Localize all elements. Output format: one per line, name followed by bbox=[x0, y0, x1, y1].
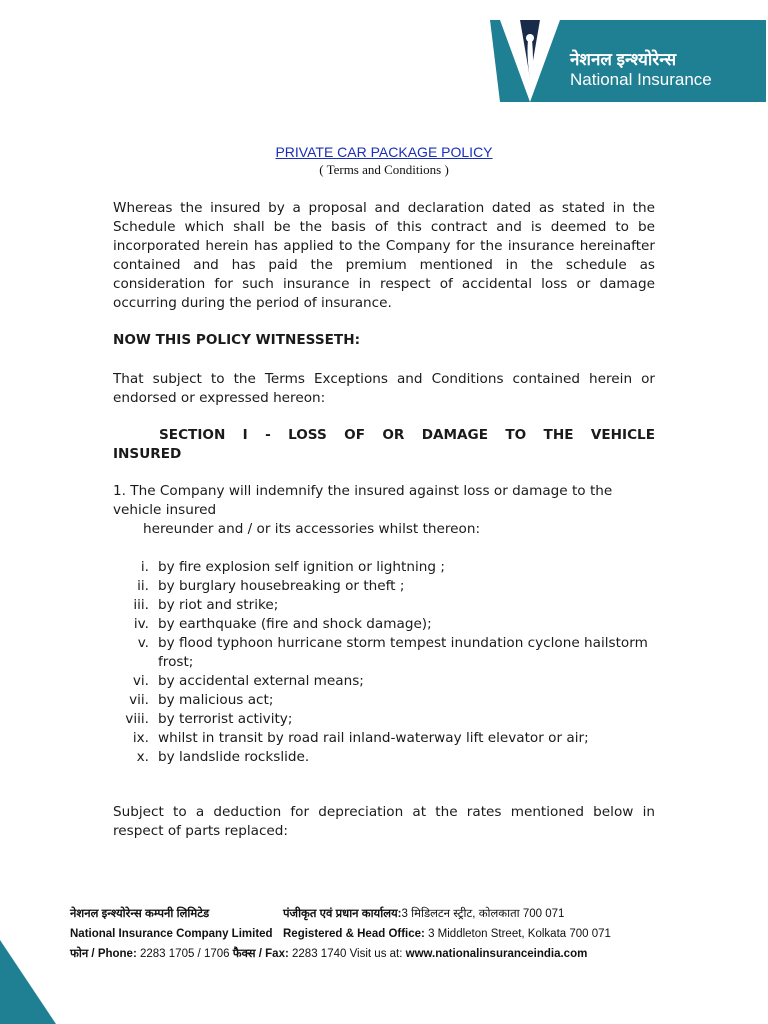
section-heading-line1: SECTION I - LOSS OF OR DAMAGE TO THE VEHICLE bbox=[159, 427, 655, 443]
list-item: vii. by malicious act; bbox=[129, 692, 274, 708]
section-heading bbox=[113, 426, 655, 464]
footer-office-address-hindi: 3 मिडिलटन स्ट्रीट, कोलकाता 700 071 bbox=[401, 908, 565, 920]
footer-fax-label: फैक्स / Fax: bbox=[232, 948, 289, 960]
clause-1-continuation: hereunder and / or its accessories whilst thereon: bbox=[143, 521, 481, 537]
clause-1-text: 1. The Company will indemnify the insured against loss or damage to the vehicle insured bbox=[113, 483, 613, 518]
list-item: v. by flood typhoon hurricane storm tempest inundation cyclone hailstorm frost; bbox=[137, 635, 648, 670]
page-subtitle: ( Terms and Conditions ) bbox=[319, 162, 449, 177]
footer-company-english: National Insurance Company Limited bbox=[70, 928, 273, 940]
clause-1 bbox=[113, 482, 655, 539]
logo-name-english: National Insurance bbox=[570, 70, 712, 89]
footer-office-label: Registered & Head Office: bbox=[283, 928, 425, 940]
list-item: viii. by terrorist activity; bbox=[125, 711, 293, 727]
list-item: ii. by burglary housebreaking or theft ; bbox=[137, 578, 405, 594]
footer-phone-label: फोन / Phone: bbox=[70, 948, 137, 960]
company-footer bbox=[70, 904, 611, 964]
title-block bbox=[0, 143, 768, 178]
subject-to-paragraph: That subject to the Terms Exceptions and Conditions contained herein or endorsed or expressed hereon: bbox=[113, 371, 655, 406]
list-item: iv. by earthquake (fire and shock damage); bbox=[133, 616, 432, 632]
list-item: iii. by riot and strike; bbox=[133, 597, 279, 613]
footer-website-link[interactable]: www.nationalinsuranceindia.com bbox=[405, 948, 588, 960]
footer-visit-label: Visit us at: bbox=[349, 948, 403, 960]
perils-list bbox=[113, 558, 655, 767]
preamble-paragraph: Whereas the insured by a proposal and declaration dated as stated in the Schedule which shall be the basis of this contract and is deemed to be incorporated herein has applied to the Company for the insurance hereinafter contained and has paid the premium mentioned in the schedule as consideration for such insurance in respect of accidental loss or damage occurring during the period of insurance. bbox=[113, 200, 655, 311]
depreciation-paragraph: Subject to a deduction for depreciation at the rates mentioned below in respect of parts replaced: bbox=[113, 804, 655, 839]
logo-name-hindi: नेशनल इन्श्योरेन्स bbox=[570, 50, 677, 69]
list-item: vi. by accidental external means; bbox=[132, 673, 364, 689]
footer-office-label-hindi: पंजीकृत एवं प्रधान कार्यालय: bbox=[283, 908, 402, 920]
witnesseth-heading: NOW THIS POLICY WITNESSETH: bbox=[113, 332, 361, 348]
footer-office-address: 3 Middleton Street, Kolkata 700 071 bbox=[428, 928, 611, 940]
page-title: PRIVATE CAR PACKAGE POLICY bbox=[275, 144, 493, 160]
list-item: ix. whilst in transit by road rail inland-waterway lift elevator or air; bbox=[132, 730, 589, 746]
list-item: x. by landslide rockslide. bbox=[136, 749, 310, 765]
section-heading-line2: INSURED bbox=[113, 446, 182, 462]
company-logo bbox=[490, 20, 766, 102]
list-item: i. by fire explosion self ignition or lightning ; bbox=[140, 559, 445, 575]
footer-company-hindi: नेशनल इन्श्योरेन्स कम्पनी लिमिटेड bbox=[70, 908, 210, 920]
footer-fax: 2283 1740 bbox=[292, 948, 347, 960]
corner-accent-icon bbox=[0, 900, 60, 1024]
footer-phone: 2283 1705 / 1706 bbox=[140, 948, 230, 960]
